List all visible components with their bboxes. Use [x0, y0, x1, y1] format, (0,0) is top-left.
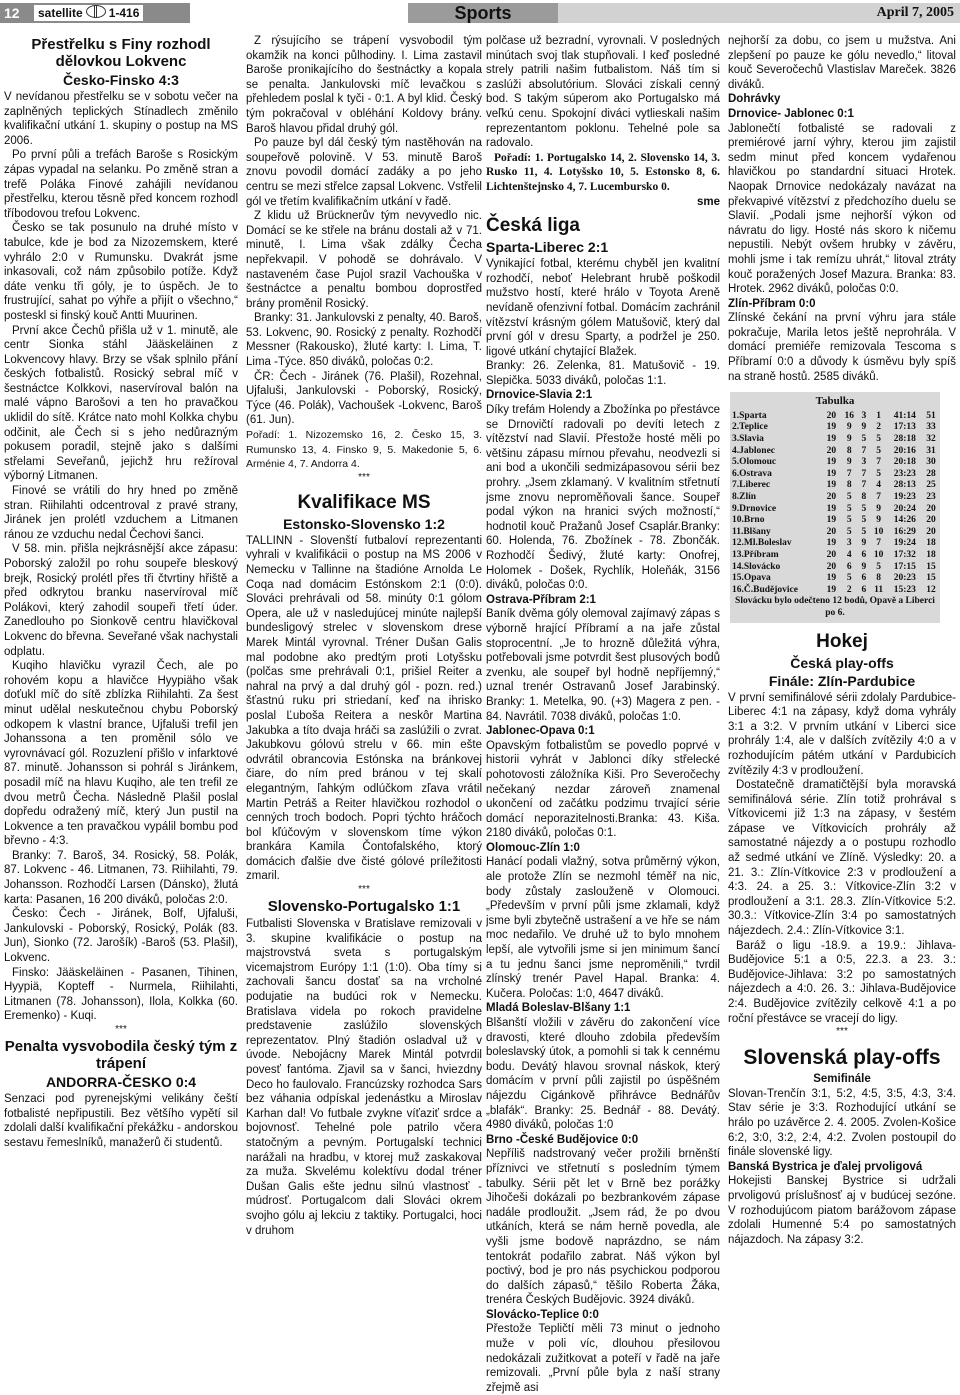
- article-title-andorra: Penalta vysvobodila český tým z trápení: [4, 1038, 238, 1072]
- table-row: [730, 527, 940, 539]
- article-subtitle-hokej: Česká play-offs: [790, 654, 894, 671]
- match-report: nejhorší za dobu, co jsem u mužstva. Ani zlepšení po pauze ke gólu nevedlo,“ litoval kouč Severočechů Vlastislav Mareček. 3826 diváků.: [728, 35, 956, 91]
- article-title-finland: Přestřelku s Finy rozhodl dělovkou Lokvenc: [31, 36, 211, 70]
- table-cell: 19:23: [893, 492, 916, 502]
- table-cell: 32: [926, 434, 936, 445]
- table-cell: 18: [926, 549, 936, 560]
- table-cell: 33: [926, 422, 936, 433]
- table-cell: 20:24: [893, 503, 916, 514]
- table-cell: 31: [926, 445, 936, 456]
- table-cell: 9: [861, 561, 867, 572]
- table-cell: 5: [846, 503, 852, 514]
- article-subtitle-liga: Sparta-Liberec 2:1: [486, 239, 609, 256]
- table-cell: 20: [926, 526, 936, 537]
- table-title: Tabulka: [730, 392, 940, 411]
- table-row: [730, 515, 940, 527]
- table-cell: 9: [876, 503, 881, 514]
- table-row: [730, 562, 940, 574]
- table-cell: 19: [826, 422, 837, 433]
- standings-note: Pořadí: 1. Nizozemsko 16, 2. Česko 15, 3. Rumunsko 13, 4. Finsko 9, 5. Makedonie 5, 6. Arménie 4, 7. Andorra 4.: [246, 429, 482, 471]
- table-cell-team: 5.Olomouc: [732, 457, 777, 468]
- match-report: Díky trefám Holendy a Zbožínka po přestávce se Drnovičtí radovali po devíti letech z vítězství nad Slavií. Přestože hosté měli po většinu zápasu mírnou převahu, neodvezli si ani bod a ukončili sedmizápasovou sérii bez prohry. „Jsem zklamaný. V kvalitním střetnutí jsme znovu neproměňovali šance. Soupeř podal výkon na hranici svých možností,“ hodnotil kouč Pražanů Josef Csaplár.Branky: 60. Holenda, 76. Zbožínek - 78. Zbončák. Rozhodčí Šedivý, žluté karty: Onofrej, Holomek - Došek, Rychlík, Holeňák, 3156 diváků, poločas 0:0.: [486, 404, 720, 592]
- paragraph: V nevídanou přestřelku se v sobotu večer na zaplněných teplických Stínadlech změnilo kvalifikační utkání 1. skupiny o postup na MS 2006.: [4, 91, 238, 147]
- table-row: [730, 504, 940, 516]
- table-cell-team: 15.Opava: [732, 573, 771, 584]
- table-cell: 28:13: [893, 480, 916, 491]
- paragraph: Finsko: Jääskeläinen - Pasanen, Tihinen, Hyypiä, Kopteff - Nurmela, Riihilahti, Litmanen (78. Johansson), Ilola, Kolkka (60. Eremenko) - Kuqi.: [4, 966, 238, 1023]
- table-cell: 19: [826, 457, 837, 468]
- paragraph: Dostatečně dramatičtější byla moravská semifinálová série. Zlín totiž prohrával s Vítkovicemi již 1:3 na zápasy, v šestém zápase ve Vítkovicích prohrály až samostatné nájezdy a o postupu rozhodlo až sedmé utkání ve Zlíně. Výsledky: 20. a 21. 3.: Zlín-Vítkovice 2:3 v prodloužení a 4:3. 24. a 25. 3.: Vítkovice-Zlín 3:2 v prodloužení a 3:1. 28.3. Zlín-Vítkovice 5:2. 30.3.: Vítkovice-Zlín 3:4 po samostatných nájezdech. 2.4.: Zlín-Vítkovice 3:1.: [728, 779, 956, 938]
- table-cell: 10: [873, 549, 884, 560]
- table-cell: 9: [861, 422, 867, 433]
- paragraph: Česko: Čech - Jiránek, Bolf, Ujfaluši, Jankulovski - Poborský, Rosický, Polák (83. Jun), Sionko (72. Jarošík) -Baroš (53. Plašil), Lokvenc.: [4, 908, 238, 965]
- paragraph: V první semifinálové sérii zdolaly Pardubice-Liberec 4:1 na zápasy, když doma vyhrály 3:1 a 3:2. V prvním utkání v Liberci sice prohrály 1:4, ale v dalších zvítězily 4:0 a v rozhodujícím pátém utkání v Pardubicích zvítězily 4:3 v prodloužení.: [728, 691, 956, 777]
- paragraph: TALLINN - Slovenští futbaloví reprezentanti vyhrali v kvalifikácii o postup na MS 2006 v Nemecku v Tallinne na štadióne Arnolda Le Coqa nad domácim Estónskom 2:1 (0:0). Slováci prehrávali od 58. minúty 0:1 gólom Opera, ale už v nasledujúcej minúte najlepší bundesligový strelec v slovenskom drese Marek Mintál vyrovnal. Tréner Dušan Galis mal podobne ako predtým proti Lotyšsku (polčas sme prehrávali 0:1, prišiel Reiter a nahral na prvý a dal druhý gól - pozn. red.) šťastnú ruku pri striedaní, keď na ihrisko poslal Ľuboša Reitera a neskôr Martina Jakubka a títo dvaja hráči sa zaslúžili o zvrat. Jakubkovu gólovú strelu v 66. min ešte odvrátil obrancovia Estónska na bránkovej čiare, do ním pred bránou v tej skalí elegantným, ľahkým odlúčkom zľava vrátil Martin Petráš a Reiter hlavičkou rozhodol o cenných troch bodoch. Popri týchto hráčoch bol kľúčovým v slovenskom tíme výkon brankára Kamila Čontofalského, ktorý domácich ďalšie dve čisté gólové príležitosti zmaril.: [246, 534, 482, 883]
- table-cell-team: 8.Zlín: [732, 492, 757, 502]
- match-report: Zlínské čekání na první výhru jara stále pokračuje, Marila letos ještě neprohrála. V domácí premiéře remizovala Tescoma s Příbramí 0:0 a důvody k úsměvu byly spíš na straně hostů. 2585 diváků.: [728, 312, 956, 383]
- paragraph: V 58. min. přišla nejkrásnější akce zápasu: Poborský založil po rohu soupeře bleskový brejk, Rosický prolétl přes tři čtvrtiny hřiště a před odkrytou branku naservíroval míč Polákovi, který zahodil soupeři třetí úder. Zanedlouho po Sionkově centru hlavičkoval Lokvenc do břevna. Seveřané však nachystali odplatu.: [4, 543, 238, 658]
- paragraph: Hokejisti Banskej Bystrice si udržali prvoligovú príslušnosť aj v budúcej sezóne. V rozhodujúcom piatom barážovom zápase zdolali Humenné 5:4 po samostatných nájazdoch. Na zápasy 3:2.: [728, 1175, 956, 1246]
- table-cell-team: 9.Drnovice: [732, 503, 777, 514]
- paragraph: polčase už bezradní, vyrovnali. V posledných minútach svoj tlak stupňovali. I keď posledné strely patrili našim futbalistom. Náš tím si zaslúži absolutórium. Slováci získali cenný bod. S takým súperom ako Portugalsko má veľkú cenu. Spokojní diváci vytlieskali našim reprezentantom poklonu. Tehelné pole sa radovalo.: [486, 35, 720, 150]
- table-cell: 19: [826, 584, 837, 595]
- table-cell: 17:13: [893, 422, 916, 433]
- table-cell: 20:16: [893, 445, 916, 456]
- table-cell: 19:24: [893, 538, 916, 549]
- table-row: [730, 550, 940, 562]
- article-subtitle-finland: Česko-Finsko 4:3: [63, 72, 179, 88]
- paragraph: Slovan-Trenčín 3:1, 5:2, 4:5, 3:5, 4:3, 3:4. Stav série je 3:3. Rozhodující utkání se hrálo po uzávěrce 2. 4. 2005. Zvolen-Košice 6:2, 3:0, 3:2, 2:4, 4:2. Zvolen postoupil do finále slovenské ligy.: [728, 1087, 956, 1159]
- table-cell: 15: [926, 573, 936, 584]
- table-cell-team: 2.Teplice: [732, 422, 768, 433]
- table-row: [730, 422, 940, 434]
- table-cell-team: 3.Slavia: [732, 434, 764, 445]
- match-heading: Drnovice- Jablonec 0:1: [728, 107, 854, 120]
- globe-icon: [86, 5, 106, 18]
- match-heading: Zlín-Příbram 0:0: [728, 297, 816, 310]
- table-cell: 3: [846, 538, 852, 549]
- paragraph: Po první půli a trefách Baroše s Rosickým zápas vypadal na selanku. Po změně stran a trefě Poláka Finové zahájili nevídanou přestřelku, kterou těsně před koncem rozhodl tříbodovou trefou Lokvenc.: [4, 149, 238, 220]
- page-header: [0, 0, 960, 26]
- table-cell: 20: [826, 526, 837, 537]
- article-title-kvalifikace: Kvalifikace MS: [297, 491, 431, 513]
- match-report: Blšanští vložili v závěru do zakončení více dravosti, které dlouho zdobila především boleslavský útok, a pomohli si tak k cennému bodu. Devátý hlavou srovnal náskok, který domácím v první půli zajistil po úspěšném nájezdu Cigánkově přihrávce Bednářův „blafák“. Branky: 25. Bednář - 88. Devátý. 4980 diváků, poločas 1:0: [486, 1017, 720, 1132]
- subheading-banska-bystrica: Banská Bystrica je ďalej prvoligová: [728, 1160, 923, 1173]
- section-title: Sports: [454, 3, 512, 23]
- table-cell: 8: [861, 492, 867, 502]
- table-cell: 20: [826, 445, 837, 456]
- paragraph: Branky: 7. Baroš, 34. Rosický, 58. Polák, 87. Lokvenc - 46. Litmanen, 73. Riihilahti, 79. Johansson. Rozhodčí Larsen (Dánsko), žlutá karta: Pasanen, 16 200 diváků, poločas 2:0.: [4, 849, 238, 906]
- table-cell: 1: [876, 410, 881, 421]
- table-cell: 5: [861, 515, 867, 526]
- table-row: [730, 434, 940, 446]
- table-cell: 5: [876, 434, 881, 445]
- article-subtitle-slovenska: Semifinále: [813, 1073, 871, 1086]
- table-cell: 16: [844, 410, 854, 421]
- table-cell: 2: [876, 422, 881, 433]
- article-title-hokej: Hokej: [816, 630, 868, 652]
- table-cell: 7: [861, 445, 867, 456]
- table-cell: 20: [926, 515, 936, 526]
- paragraph: ČR: Čech - Jiránek (76. Plašil), Rozehnal, Ujfaluši, Jankulovski - Poborský, Rosický, Týce (46. Polák), Vachoušek -Lokvenc, Baroš (61. Jun).: [246, 370, 482, 427]
- table-cell: 41:14: [893, 410, 916, 421]
- table-cell: 20:23: [893, 573, 916, 584]
- table-cell: 20: [826, 492, 837, 502]
- table-cell-team: 6.Ostrava: [732, 468, 772, 479]
- publication-right: 1-416: [108, 6, 140, 20]
- separator: ***: [836, 1026, 848, 1038]
- table-cell: 6: [861, 549, 867, 560]
- table-cell: 20:18: [893, 457, 916, 468]
- table-cell-team: 1.Sparta: [732, 410, 767, 421]
- article-subtitle2-hokej: Finále: Zlín-Pardubice: [768, 672, 916, 689]
- article-title-liga: Česká liga: [486, 215, 580, 237]
- article-subtitle-kvalifikace: Estonsko-Slovensko 1:2: [283, 515, 445, 532]
- table-cell: 2: [846, 584, 852, 595]
- column-3: [486, 34, 720, 1395]
- separator: ***: [358, 884, 370, 896]
- table-cell: 19: [826, 573, 837, 584]
- table-cell: 8: [846, 480, 852, 491]
- match-report: Opavským fotbalistům se povedlo poprvé v historii vyhrát v Jablonci díky střelecké pohotovosti záložníka Kiši. Pro Severočechy nečekaný nezdar zároveň znamenal ukončení od začátku podzimu trvající série domácí neporazitelnosti.Branka: 43. Kiša. 2180 diváků, poločas 0:1.: [486, 739, 720, 840]
- paragraph: První akce Čechů přišla už v 1. minutě, ale centr Sionka stáhl Jääskeläinen z Lokvencovy hlavy. Brzy se však splnilo přání českých fotbalistů. Rosický sebral míč v šestnáctce Kolkkovi, naservíroval balón na malé vápno Barošovi a ten ho pravačkou uklidil do sítě. Krátce nato mohl Kolkka chybu odčinit, ale Čech si s jeho nedůrazným pokusem poradil, stejně jako s dalšími střelami Seveřanů, jejichž hru režíroval výborný Litmanen.: [4, 324, 238, 483]
- table-cell: 19: [826, 434, 837, 445]
- table-row: [730, 457, 940, 469]
- table-cell: 19: [826, 515, 837, 526]
- table-cell: 6: [846, 561, 852, 572]
- match-report: Přestože Tepličtí měli 73 minut o jednoho muže v poli víc, dlouhou přesilovou nedokázali zužitkovat a poteří v řadě na jaře remizovali. „První půle byla z naší strany zřejmě asi: [486, 1323, 720, 1394]
- paragraph: Finové se vrátili do hry hned po změně stran. Riihilahti odcentroval z pravé strany, Jiránek jen prolétl vzduchem a Litmanen ránou ze vzduchu nedal Čechovi šanci.: [4, 485, 238, 541]
- table-cell-team: 14.Slovácko: [732, 561, 781, 572]
- table-cell-team: 13.Příbram: [732, 549, 779, 560]
- liga-match-reports-continued: [728, 34, 956, 384]
- table-cell: 20: [926, 503, 936, 514]
- table-note: Slovácku bylo odečteno 12 bodů, Opavě a Liberci po 6.: [730, 596, 940, 622]
- column-1: [4, 34, 238, 1150]
- paragraph: Z klidu už Brücknerův tým nevyvedlo nic. Domácí se ke střele na bránu dostali až v 71. minutě, I. Lima však zdálky Čecha nepřekvapil. V pohodě se dohrávalo. V nastaveném čase Pujol srazil Vachouška v šestnáctce a penaltu bombou doprostřed brány proměnil Rosický.: [246, 210, 482, 310]
- separator: ***: [115, 1024, 127, 1035]
- paragraph: Česko se tak posunulo na druhé místo v tabulce, kde je bod za Nizozemskem, které vyhrálo 2:0 v Rumunsku. Dvakrát jsme inkasovali, což nám způsobilo potíže. Když dáte venku tři góly, je to úspěch. Je to frustrující, sahat po výhře a přijít o všechno,“ posteskl si finský kouč Antti Muurinen.: [4, 222, 238, 322]
- table-cell: 23: [926, 492, 936, 502]
- table-cell: 9: [876, 515, 881, 526]
- table-cell: 9: [846, 457, 852, 468]
- table-cell: 4: [846, 549, 852, 560]
- table-cell: 20: [826, 561, 837, 572]
- publication-name: [34, 5, 143, 21]
- table-cell: 5: [846, 526, 852, 537]
- table-cell: 7: [846, 468, 852, 479]
- article-subtitle-andorra: ANDORRA-ČESKO 0:4: [45, 1074, 197, 1090]
- table-cell: 16:29: [893, 526, 916, 537]
- table-cell: 51: [926, 410, 936, 421]
- match-report: Nepříliš nadstrovaný večer prožili brněnští příznivci ve střetnutí s posledním týmem tabulky. Sérii pět let v Brně bez porážky Jihočeši dokázali po bezbrankovém zápase nadále prodloužit. „Jsem rád, že po dvou utkáních, která se nám herně povedla, ale vyšli jsme bodově naprázdno, se nám tentokrát podařilo zabrat. Náš výkon byl poctivý, bod je pro nás psychickou podporou do dalších zápasů,“ těšilo Roberta Žáka, trenéra Českých Budějovic. 3924 diváků.: [486, 1148, 720, 1307]
- match-heading: Dohrávky: [728, 93, 781, 106]
- table-cell: 9: [846, 422, 852, 433]
- article-title-slovenska: Slovenská play-offs: [743, 1046, 941, 1070]
- table-cell: 4: [876, 480, 881, 491]
- table-cell: 7: [876, 457, 881, 468]
- table-cell: 10: [873, 526, 884, 537]
- table-cell-team: 12.Ml.Boleslav: [732, 538, 792, 549]
- match-heading: Jablonec-Opava 0:1: [486, 725, 595, 738]
- league-table: [730, 392, 940, 622]
- table-cell: 5: [876, 445, 881, 456]
- table-cell: 9: [861, 538, 867, 549]
- table-cell: 5: [876, 561, 881, 572]
- table-cell: 15:23: [893, 584, 916, 595]
- table-cell: 7: [861, 468, 867, 479]
- match-report: Baník dvěma góly olemoval zajímavý zápas s výborně hrající Příbramí a na jaře zůstal stoprocentní. „Je to hrozně důležitá výhra, potřebovali jsme potvrdit šest plusových bodů zvenku, ale soupeř byl hodně nepříjemný,“ uznal trenér Ostravanů Josef Jarabinský. Branky: 1. Metelka, 90. (+3) Magera z pen. - 84. Navrátil. 7038 diváků, poločas 1:0.: [486, 608, 720, 723]
- table-cell: 3: [861, 410, 867, 421]
- paragraph: Po pauze byl dál český tým nastěhován na soupeřově polovině. V 53. minutě Baroš znovu povodil domácí zadáky a po jeho centru se mezi střelce zapsal Lokvenc. Vstřelil gól ve třetím kvalifikačním utkání v řadě.: [246, 137, 482, 208]
- paragraph: Futbalisti Slovenska v Bratislave remizovali v 3. skupine kvalifikácie o postup na majstrovstvá sveta s portugalským vicemajstrom Európy 1:1 (1:0). Oba tímy si zachovali šancu dostať sa na vrcholné podujatie na budúci rok v Nemecku. Bratislava videla po rokoch pravidelne predstavenie zaslúžilo slovenských reprezentatov. Plný štadión osladval už v úvode. Nebojácny Marek Mintál potvrdil povesť fantóma. Zjavil sa v šanci, hviezdny Deco ho faulovalo. Francúzsky rozhodca Sars bez váhania odpískal jedenástku a Miroslav Karhan dal! Vo futbale zvykne víťaziť srdce a bojovnosť. Tehelné pole patrilo včera statočným a pevným. Portugalskí technici narážali na hradbu, v ktorej muž zaskakoval za muža. Skvelému kolektívu dodal tréner Dušan Galis ešte jednu silnú vlastnosť - múdrosť. Portugalcom dali Slováci okrem svojho gólu aj lekciu z taktiky. Portugalci, hoci v druhom: [246, 918, 482, 1237]
- column-4: [728, 34, 956, 1247]
- standings: Pořadí: 1. Portugalsko 14, 2. Slovensko 14, 3. Rusko 11, 4. Lotyšsko 10, 5. Estonsko 8, 6. Lichtenštejnsko 4, 7. Lucembursko 0.: [486, 151, 720, 193]
- match-report: Vynikající fotbal, kterému chyběl jen kvalitní rozhodčí, neboť Helebrant hrubě poškodil mužstvo hostí, které hrálo v Toyota Areně nevídaně ofenzivní fotbal. Domácím zachránil vítězství krásným gólem Matušovič, který dal první gól v dresu Sparty, a podržel je 250. ligové utkání chytající Blažek.: [486, 258, 720, 358]
- page-number: 12: [4, 5, 20, 21]
- table-cell-team: 4.Jablonec: [732, 445, 776, 456]
- table-cell: 5: [876, 468, 881, 479]
- table-cell: 20: [826, 549, 837, 560]
- paragraph: Branky: 31. Jankulovski z penalty, 40. Baroš, 53. Lokvenc, 90. Rosický z penalty. Rozhodčí Messner (Rakousko), žluté karty: I. Lima, T. Lima -Týce. 850 diváků, poločas 0:2.: [246, 312, 482, 369]
- table-row: [730, 492, 940, 504]
- signature: sme: [696, 195, 720, 208]
- article-title-portugalsko: Slovensko-Portugalsko 1:1: [267, 898, 461, 916]
- separator: ***: [358, 471, 370, 483]
- table-cell: 5: [861, 434, 867, 445]
- table-cell: 19: [826, 480, 837, 491]
- table-cell: 28: [926, 468, 936, 479]
- table-cell: 7: [876, 538, 881, 549]
- table-cell: 7: [876, 492, 881, 502]
- table-cell: 3: [861, 457, 867, 468]
- table-cell: 5: [846, 515, 852, 526]
- table-row: [730, 585, 940, 597]
- table-row: [730, 538, 940, 550]
- table-cell-team: 16.Č.Budějovice: [732, 584, 798, 595]
- match-heading: Drnovice-Slavia 2:1: [486, 389, 593, 402]
- liga-match-reports: [486, 257, 720, 1395]
- table-cell: 19: [826, 468, 837, 479]
- table-cell: 19: [826, 503, 837, 514]
- match-heading: Ostrava-Příbram 2:1: [486, 593, 596, 606]
- table-cell: 9: [846, 434, 852, 445]
- table-cell: 8: [846, 445, 852, 456]
- table-cell: 5: [846, 492, 852, 502]
- issue-date: April 7, 2005: [876, 5, 954, 20]
- table-cell-team: 11.Blšany: [732, 526, 771, 537]
- table-cell: 6: [861, 573, 867, 584]
- table-cell: 5: [861, 526, 867, 537]
- table-body: [730, 411, 940, 597]
- table-cell: 12: [926, 584, 936, 595]
- match-heading: Olomouc-Zlín 1:0: [486, 841, 580, 854]
- paragraph: Baráž o ligu -18.9. a 19.9.: Jihlava-Budějovice 5:1 a 0:5, 22.3. a 23. 3.: Budějovice-Jihlava: 3:2 po samostatných nájezdech a 4:0. 26. 3.: Jihlava-Budějovice 2:4. Budějovice zvítězily celkově 4:1 a po roční přestávce se vracejí do ligy.: [728, 939, 956, 1025]
- table-cell: 6: [861, 584, 867, 595]
- table-row: [730, 573, 940, 585]
- table-cell: 11: [874, 584, 884, 595]
- match-heading: Brno -České Budějovice 0:0: [486, 1133, 639, 1146]
- table-cell: 15: [926, 561, 936, 572]
- table-cell: 8: [876, 573, 881, 584]
- table-row: [730, 469, 940, 481]
- table-cell: 30: [926, 457, 936, 468]
- table-cell: 19: [826, 538, 837, 549]
- table-cell: 18: [926, 538, 936, 549]
- table-cell-team: 10.Brno: [732, 515, 765, 526]
- match-report: Hanácí podali vlažný, sotva průměrný výkon, ale protože Zlín se nezmohl téměř na nic, body zůstaly zaslouženě v Olomouci. „Především v první půli jsme zklamali, když jsme byli zbytečně ustrašení a ve hře se nám moc nedařilo. Ve druhé už to bylo mnohem lepší, ale vytvořili jsme si jen minimum šancí a tu jednu šanci jsme neproměnili,“ tvrdil zlínský trenér Pavel Hapal. Branka: 4. Kučera. Poločas: 1:0, 4647 diváků.: [486, 856, 720, 1000]
- table-row: [730, 480, 940, 492]
- table-row: [730, 446, 940, 458]
- table-cell: 14:26: [893, 515, 916, 526]
- table-cell: 17:32: [893, 549, 916, 560]
- column-2: [246, 34, 482, 1238]
- paragraph: Senzaci pod pyrenejskými velikány čeští fotbalisté nepřipustili. Bez většího vypětí sil zdolali další kvalifikační překážku - andorskou sestavu řemeslníků, manažerů či studentů.: [4, 1093, 238, 1149]
- table-cell-team: 7.Liberec: [732, 480, 771, 491]
- table-cell: 20: [826, 410, 837, 421]
- table-cell: 5: [846, 573, 852, 584]
- table-cell: 17:15: [893, 561, 916, 572]
- match-heading: Slovácko-Teplice 0:0: [486, 1308, 599, 1321]
- table-cell: 28:18: [893, 434, 916, 445]
- match-report: Jablonečtí fotbalisté se radovali z premiérové jarní výhry, kterou jim zajistil sedm minut před koncem vydařenou hlavičkou po standardní situaci Hrotek. Naopak Drnovice nedokázaly navázat na překvapivé vítězství z předchozího duelu se Slavií. „Podali jsme nejhorší výkon od návratu do ligy. Hosté nás skoro k ničemu nepustili. Nebýt ovšem hrubky v závěru, mohli jsme i tak remízu uhrát,“ litoval ztráty kouč poražených Josef Mazura. Branka: 83. Hrotek. 2962 diváků, poločas 0:0.: [728, 122, 956, 296]
- table-cell: 5: [861, 503, 867, 514]
- table-cell: 23:23: [893, 468, 916, 479]
- publication-left: satellite: [38, 6, 83, 20]
- table-row: [730, 411, 940, 423]
- table-cell: 7: [861, 480, 867, 491]
- paragraph: Kuqiho hlavičku vyrazil Čech, ale po rohovém kopu a hlavičce Hyypiäho však doťukl míč do sítě zblízka Riihilahti. Za šest minut udělal neskutečnou chybu Poborský odkopem k vlastní brance, Ujfaluši trefil jen Johanssona a ten proměnil sólo ve vyrovnávací gól. Rozuzlení přišlo v infarktové 87. minutě. Johansson si pohrál s Jiránkem, posadil míč na hlavu Kuqiho, ale ten trefil ze dvou metrů Čecha. Následně Plašil poslal dopředu odražený míč, který Jun pustil na Lokvence a ten pravačkou vypálil bombu pod břevno - 4:3.: [4, 660, 238, 848]
- paragraph: Z rýsujícího se trápení vysvobodil tým okamžik na konci půlhodiny. I. Lima zastavil Baroše pronikajícího do šestnáctky a kopala se penalta. Jankulovski míč levačkou s přehledem poslal k tyči - 0:1. A byl klid. Český tým pokračoval v obléhání Koldovy brány. Baroš hlavou přidal druhý gól.: [246, 35, 482, 135]
- match-heading: Mladá Boleslav-Blšany 1:1: [486, 1002, 631, 1015]
- table-cell: 25: [926, 480, 936, 491]
- match-scorers: Branky: 26. Zelenka, 81. Matušovič - 19. Slepička. 5033 diváků, poločas 1:1.: [486, 360, 720, 387]
